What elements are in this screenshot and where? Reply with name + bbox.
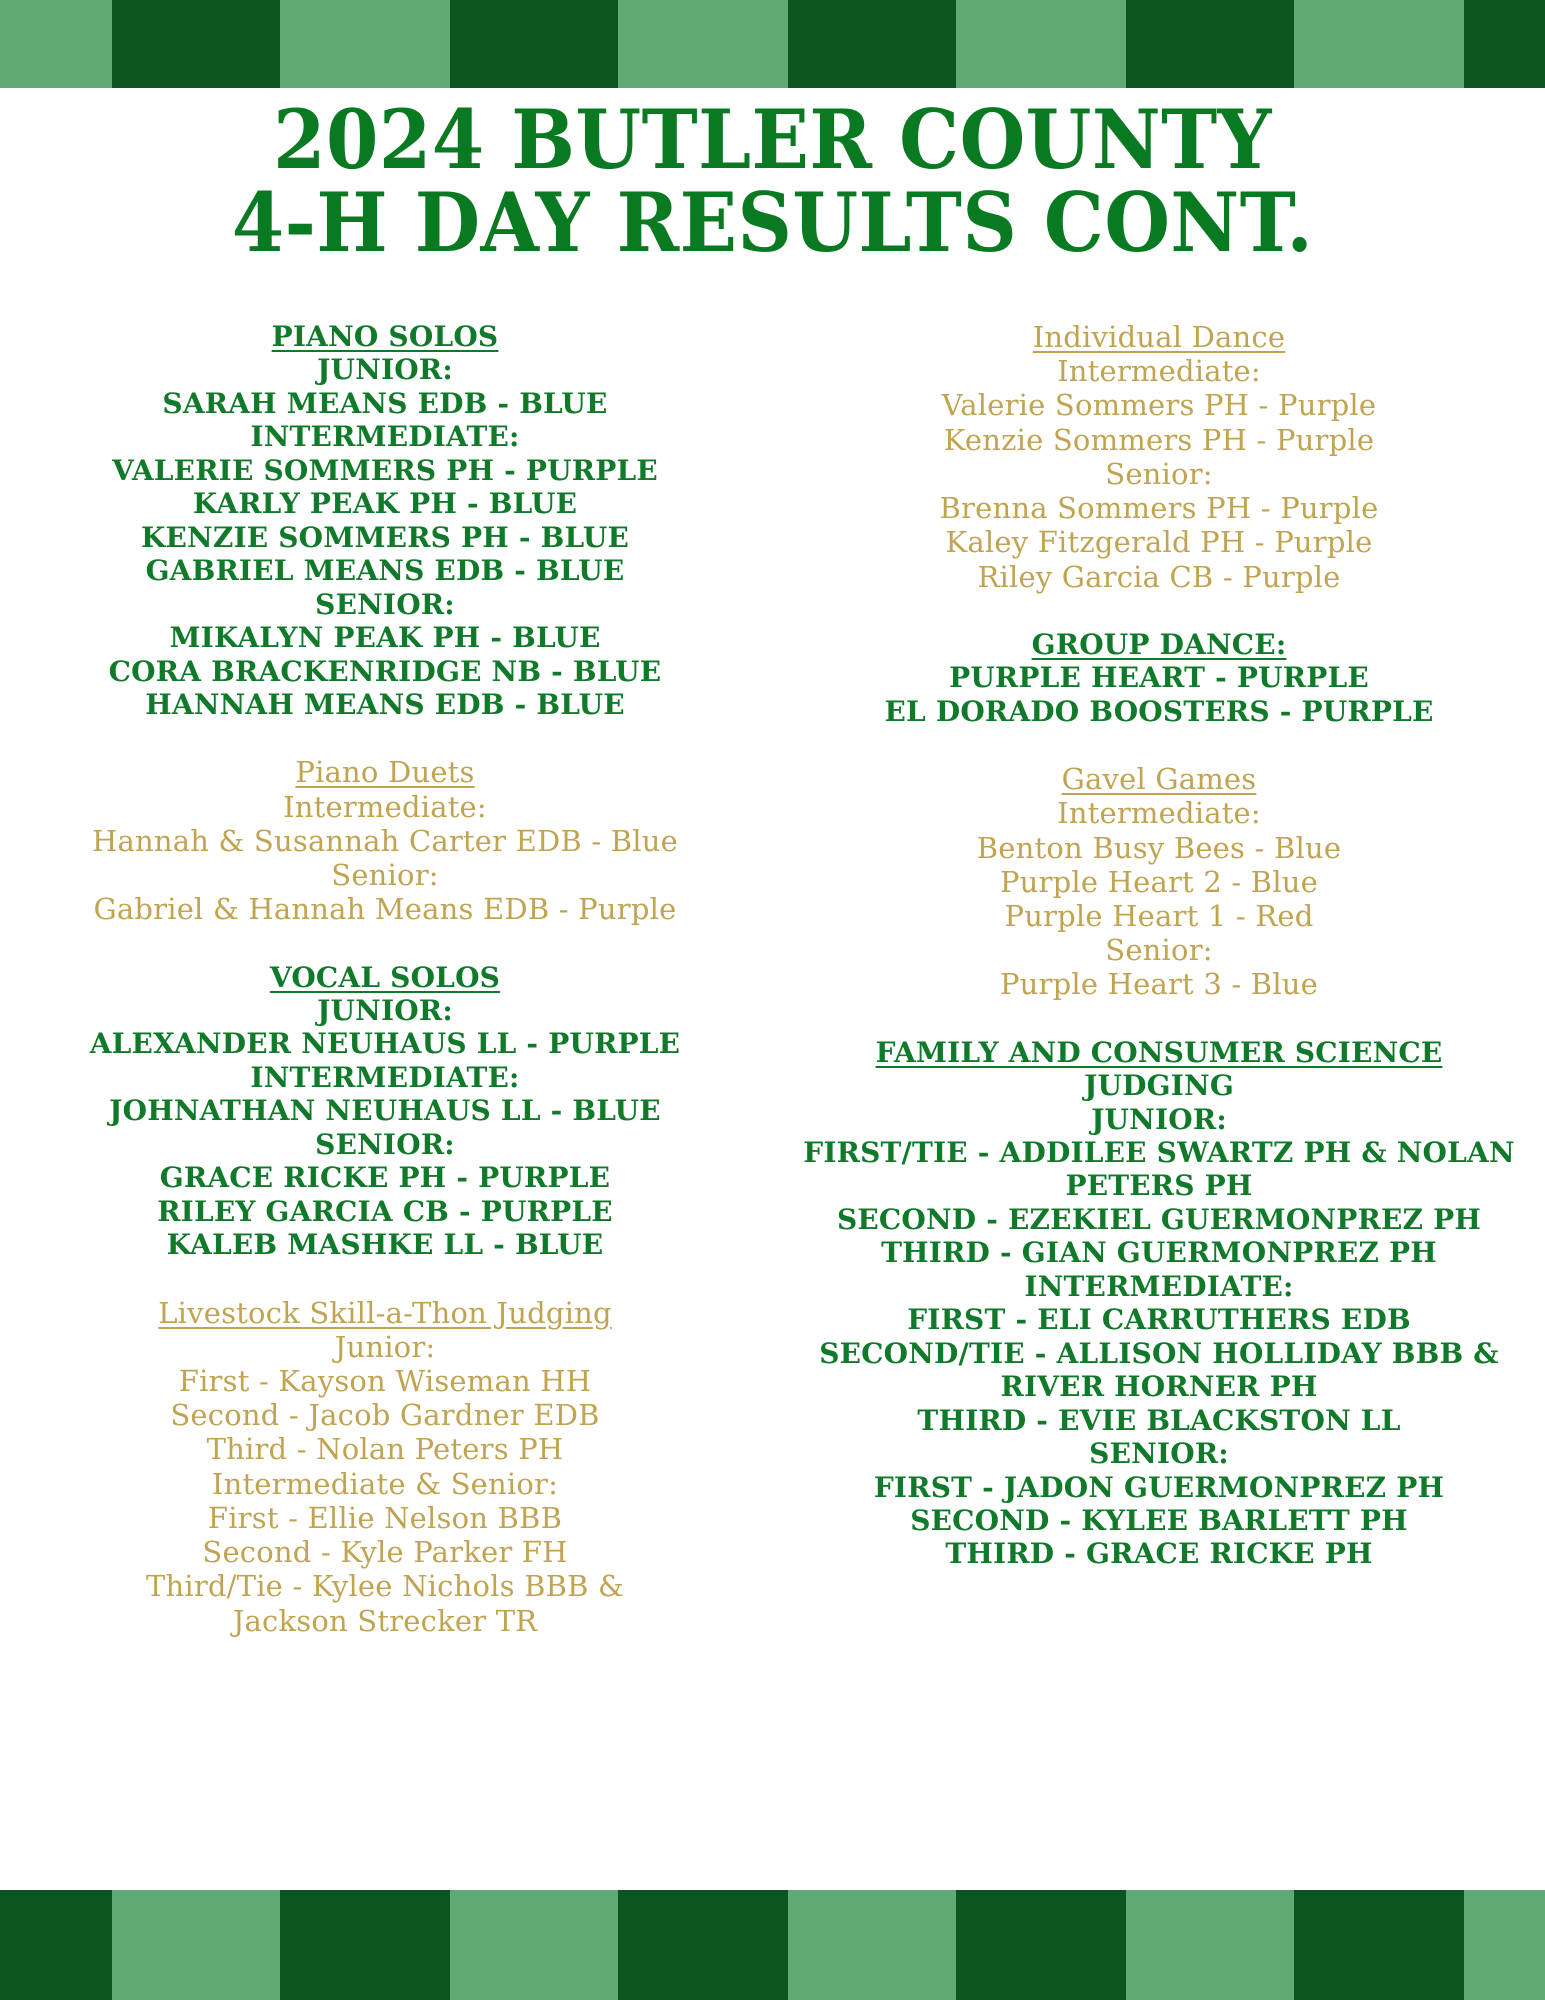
result-line: FIRST - JADON GUERMONPREZ PH [873,1470,1445,1504]
bottom-stripe-4 [618,1890,788,2000]
result-line: THIRD - GRACE RICKE PH [945,1537,1373,1571]
result-line: ALEXANDER NEUHAUS LL - PURPLE [89,1027,681,1061]
result-line: INTERMEDIATE: [1024,1269,1294,1303]
result-line: Purple Heart 1 - Red [1004,898,1314,933]
bottom-stripe-band [0,1890,1545,2000]
result-line: Hannah & Susannah Carter EDB - Blue [91,823,679,858]
section-heading-gavel-games: Gavel Games [1061,762,1257,797]
result-line: Senior: [331,858,439,893]
top-stripe-6 [956,0,1126,88]
result-line: GRACE RICKE PH - PURPLE [159,1161,611,1195]
top-stripe-7 [1126,0,1294,88]
section-heading-family-and-consumer-science-judging: FAMILY AND CONSUMER SCIENCE [875,1035,1443,1069]
result-line: Intermediate: [1057,796,1261,831]
result-line: SECOND/TIE - ALLISON HOLLIDAY BBB & RIVER HORNER PH [819,1336,1499,1404]
result-line: Brenna Sommers PH - Purple [939,491,1379,526]
section-livestock-skill-a-thon-judging [20,1296,750,1638]
section-gavel-games [794,762,1524,1002]
result-line: Valerie Sommers PH - Purple [941,388,1377,423]
result-line: HANNAH MEANS EDB - BLUE [145,687,625,721]
page-title [0,88,1545,271]
section-group-dance [794,628,1524,728]
section-heading-vocal-solos: VOCAL SOLOS [269,960,501,994]
result-line: EL DORADO BOOSTERS - PURPLE [884,694,1434,728]
result-line: Intermediate & Senior: [211,1466,559,1501]
result-line: FIRST - ELI CARRUTHERS EDB [907,1303,1411,1337]
page-title-line-1: 2024 BUTLER COUNTY [273,93,1272,188]
results-column-right [772,320,1544,1571]
result-line: INTERMEDIATE: [250,1060,520,1094]
result-line: INTERMEDIATE: [250,420,520,454]
result-line: THIRD - GIAN GUERMONPREZ PH [881,1236,1437,1270]
result-line: Intermediate: [1057,354,1261,389]
bottom-stripe-2 [280,1890,450,2000]
top-stripe-9 [1464,0,1545,88]
result-line: FIRST/TIE - ADDILEE SWARTZ PH & NOLAN PETERS PH [803,1136,1515,1203]
result-line: JUNIOR: [317,993,453,1027]
result-line: GABRIEL MEANS EDB - BLUE [145,554,625,588]
bottom-stripe-9 [1464,1890,1545,2000]
bottom-stripe-6 [956,1890,1126,2000]
top-stripe-5 [788,0,956,88]
section-heading-piano-solos: PIANO SOLOS [271,320,499,353]
bottom-stripe-1 [112,1890,280,2000]
result-line: Purple Heart 2 - Blue [999,864,1319,899]
section-heading-individual-dance: Individual Dance [1032,320,1286,354]
result-line: KALEB MASHKE LL - BLUE [166,1228,604,1262]
bottom-stripe-5 [788,1890,956,2000]
section-piano-solos [20,320,750,721]
result-line: KARLY PEAK PH - BLUE [192,487,578,521]
result-line: THIRD - EVIE BLACKSTON LL [917,1403,1401,1437]
top-stripe-4 [618,0,788,88]
result-line: SECOND - EZEKIEL GUERMONPREZ PH [836,1202,1482,1236]
result-line: JUNIOR: [1091,1102,1227,1136]
result-line: Second - Kyle Parker FH [202,1535,568,1570]
result-line: Third/Tie - Kylee Nichols BBB & [145,1569,625,1604]
top-stripe-2 [280,0,450,88]
section-family-and-consumer-science-judging [794,1036,1524,1571]
result-line: Senior: [1105,933,1213,968]
result-line: SECOND - KYLEE BARLETT PH [910,1503,1408,1537]
result-line: Kenzie Sommers PH - Purple [943,422,1375,457]
result-line: Gabriel & Hannah Means EDB - Purple [93,892,677,927]
result-line: Kaley Fitzgerald PH - Purple [945,525,1373,560]
result-line: Intermediate: [283,789,487,824]
section-heading-piano-duets: Piano Duets [295,755,475,790]
result-line: VALERIE SOMMERS PH - PURPLE [112,453,658,487]
result-line: Purple Heart 3 - Blue [999,967,1319,1002]
result-line: JOHNATHAN NEUHAUS LL - BLUE [109,1094,661,1128]
bottom-stripe-8 [1294,1890,1464,2000]
result-line: Benton Busy Bees - Blue [976,830,1342,865]
result-line: PURPLE HEART - PURPLE [949,661,1369,695]
page-title-line-2: 4-H DAY RESULTS CONT. [231,175,1314,271]
top-stripe-band [0,0,1545,88]
result-line: Riley Garcia CB - Purple [977,559,1341,594]
section-individual-dance [794,320,1524,594]
results-columns [0,320,1545,1638]
result-line: RILEY GARCIA CB - PURPLE [157,1194,613,1228]
result-line: SENIOR: [1089,1437,1229,1471]
section-piano-duets [20,755,750,926]
top-stripe-1 [112,0,280,88]
top-stripe-8 [1294,0,1464,88]
results-column-left [0,320,772,1638]
result-line: SENIOR: [315,587,455,621]
result-line: Second - Jacob Gardner EDB [170,1398,600,1433]
result-line: First - Ellie Nelson BBB [207,1500,563,1535]
bottom-stripe-7 [1126,1890,1294,2000]
result-line: Junior: [334,1329,436,1364]
result-line: CORA BRACKENRIDGE NB - BLUE [108,654,662,688]
section-heading-group-dance: GROUP DANCE: [1031,627,1287,661]
result-line: SENIOR: [315,1127,455,1161]
result-line: Senior: [1105,456,1213,491]
result-line: First - Kayson Wiseman HH [178,1364,592,1399]
result-line: JUDGING [1084,1069,1234,1103]
bottom-stripe-0 [0,1890,112,2000]
result-line: SARAH MEANS EDB - BLUE [162,386,608,420]
bottom-stripe-3 [450,1890,618,2000]
top-stripe-0 [0,0,112,88]
result-line: Third - Nolan Peters PH [206,1432,564,1467]
result-line: MIKALYN PEAK PH - BLUE [169,621,601,655]
section-heading-livestock-skill-a-thon-judging: Livestock Skill-a-Thon Judging [158,1295,612,1330]
top-stripe-3 [450,0,618,88]
section-vocal-solos [20,961,750,1262]
result-line: Jackson Strecker TR [232,1603,538,1638]
result-line: JUNIOR: [317,353,453,387]
result-line: KENZIE SOMMERS PH - BLUE [140,520,630,554]
